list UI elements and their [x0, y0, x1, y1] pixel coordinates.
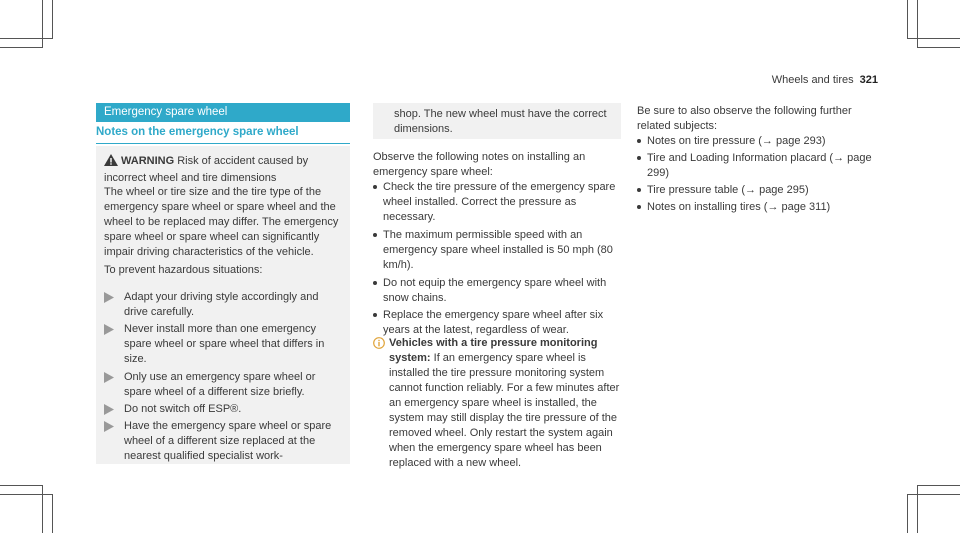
crop-mark — [907, 0, 908, 38]
page-header — [772, 74, 878, 86]
warning-header — [104, 154, 344, 186]
warning-step: Only use an emergency spare wheel or spare wheel of a different size briefly. — [104, 370, 344, 400]
warning-step: Do not switch off ESP®. — [104, 402, 344, 417]
related-link[interactable]: Notes on installing tires (→ page 311) — [637, 200, 887, 215]
list-item: Replace the emergency spare wheel after six years at the latest, regardless of wear. — [373, 308, 621, 338]
crop-mark — [917, 485, 918, 533]
running-title: Wheels and tires — [771, 74, 854, 86]
related-link[interactable]: Notes on tire pressure (→ page 293) — [637, 134, 887, 149]
observe-intro: Observe the following notes on installing an emergency spare wheel: — [373, 151, 586, 178]
warning-continuation: shop. The new wheel must have the correct dimensions. — [394, 108, 607, 135]
arrow-bullet-icon — [104, 372, 114, 383]
page-number: 321 — [859, 74, 878, 86]
arrow-bullet-icon — [104, 324, 114, 335]
warning-step: Have the emergency spare wheel or spare wheel of a different size replaced at the nearest qualified specialist work- — [104, 419, 344, 464]
list-item: Check the tire pressure of the emergency spare wheel installed. Correct the pressure as necessary. — [373, 180, 621, 225]
crop-mark — [917, 485, 960, 486]
crop-mark — [0, 485, 43, 486]
warning-prevent: To prevent hazardous situations: — [104, 264, 263, 276]
crop-mark — [0, 47, 43, 48]
crop-mark — [42, 0, 43, 48]
warning-step: Never install more than one emergency spare wheel or spare wheel that differs in size. — [104, 322, 344, 367]
arrow-bullet-icon — [104, 404, 114, 415]
crop-mark — [917, 0, 918, 48]
crop-mark — [907, 38, 960, 39]
crop-mark — [0, 494, 53, 495]
related-intro: Be sure to also observe the following further related subjects: — [637, 105, 852, 132]
arrow-bullet-icon — [104, 292, 114, 303]
list-item: The maximum permissible speed with an emergency spare wheel installed is 50 mph (80 km/h). — [373, 228, 621, 273]
info-note-title: Vehicles with a tire pressure monitoring system: — [389, 337, 598, 364]
warning-step: Adapt your driving style accordingly and drive carefully. — [104, 290, 344, 320]
related-link[interactable]: Tire and Loading Information placard (→ page 299) — [637, 151, 887, 181]
section-title: Emergency spare wheel — [96, 103, 350, 122]
warning-risk: Risk of accident caused by incorrect wheel and tire dimensions — [104, 155, 309, 184]
related-link[interactable]: Tire pressure table (→ page 295) — [637, 183, 887, 198]
crop-mark — [907, 495, 908, 533]
warning-triangle-icon — [104, 154, 118, 171]
subsection-title: Notes on the emergency spare wheel — [96, 126, 350, 144]
crop-mark — [917, 47, 960, 48]
list-item: Do not equip the emergency spare wheel with snow chains. — [373, 276, 621, 306]
crop-mark — [42, 485, 43, 533]
info-note-text: If an emergency spare wheel is installed the tire pressure monitoring system cannot function reliably. For a few minutes after an emergency spare wheel is installed, the system may still display the tire pressure of the removed wheel. Only restart the system again when the emergency spare wheel has been replaced with a new wheel. — [389, 352, 620, 469]
crop-mark — [52, 495, 53, 533]
info-icon — [373, 337, 385, 349]
crop-mark — [0, 38, 53, 39]
arrow-bullet-icon — [104, 421, 114, 432]
warning-label: WARNING — [121, 155, 175, 167]
info-note — [373, 336, 621, 471]
crop-mark — [907, 494, 960, 495]
crop-mark — [52, 0, 53, 38]
warning-body: The wheel or tire size and the tire type of the emergency spare wheel or spare wheel and the wheel to be replaced may differ. The emergency spare wheel or spare wheel can significantly impair driving characteristics of the vehicle. — [104, 186, 339, 258]
